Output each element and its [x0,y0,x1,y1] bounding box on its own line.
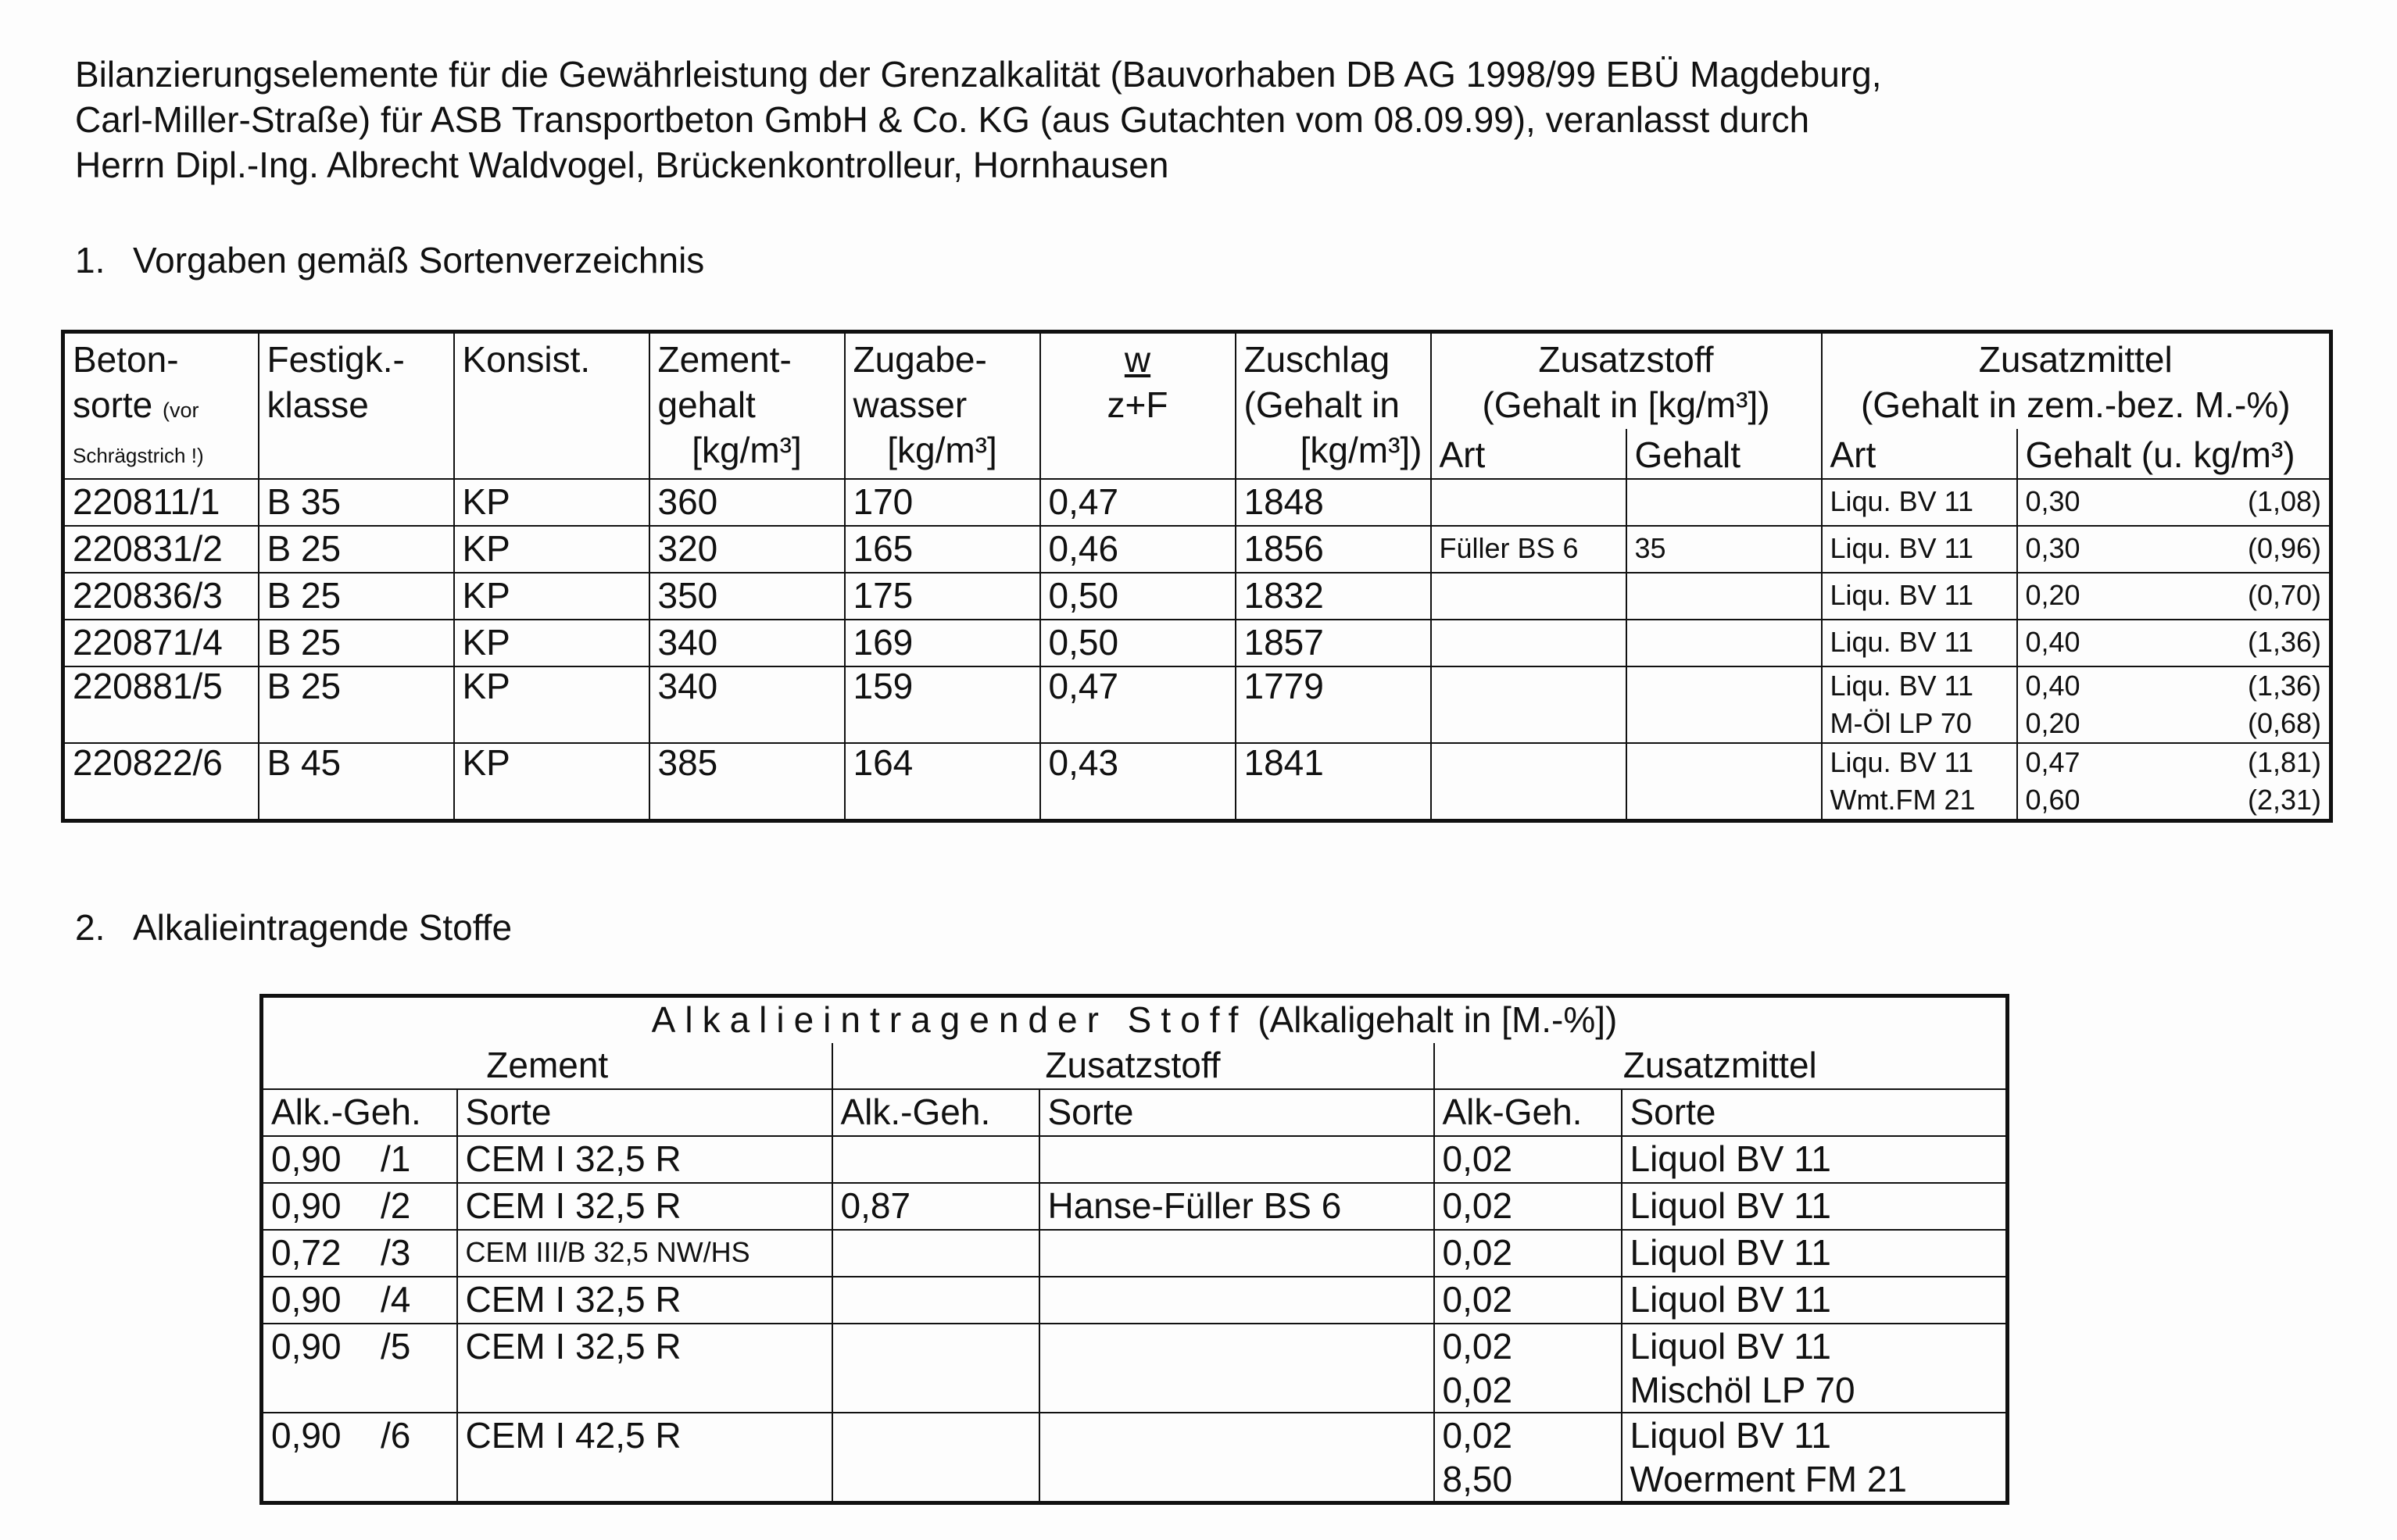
cell-wz: 0,43 [1040,743,1236,821]
alkali-table [259,994,2009,1505]
cell-zusatzmittel-art: Liqu. BV 11 Wmt.FM 21 [1822,743,2017,821]
cell-betonsorte: 220836/3 [63,573,259,620]
cell-zusatzstoff-sorte [1039,1136,1434,1183]
cell-zusatzmittel-gehalt: 0,30 (0,96) [2017,526,2331,573]
cell-zusatzstoff-alk [832,1277,1039,1324]
cell-zement-sorte: CEM I 32,5 R [457,1183,832,1230]
cell-zusatzmittel-sorte: Liquol BV 11 [1622,1277,2008,1324]
table-row [262,1230,2008,1277]
header-zugabewasser: Zugabe- wasser [kg/m³] [845,332,1040,480]
cell-zusatzstoff-sorte [1039,1324,1434,1413]
cell-zusatzmittel-art: Liqu. BV 11 [1822,573,2017,620]
cell-zusatzmittel-sorte: Liquol BV 11 [1622,1136,2008,1183]
cell-wasser: 170 [845,479,1040,526]
table-row [63,573,2331,620]
table-row [63,479,2331,526]
cell-konsistenz: KP [454,743,649,821]
cell-zusatzmittel-sorte: Liquol BV 11 [1622,1183,2008,1230]
alkali-table-group-row [262,1043,2008,1089]
cell-zusatzstoff-alk [832,1324,1039,1413]
header-wz-wert: w z+F [1040,332,1236,480]
header-zusatzmittel-art: Art [1822,429,2017,479]
cell-betonsorte: 220822/6 [63,743,259,821]
cell-wz: 0,46 [1040,526,1236,573]
cell-zuschlag: 1832 [1236,573,1431,620]
cell-zement-sorte: CEM I 32,5 R [457,1324,832,1413]
header-zuschlag: Zuschlag (Gehalt in [kg/m³]) [1236,332,1431,480]
cell-zusatzmittel-gehalt: 0,20 (0,70) [2017,573,2331,620]
header-alk-zusatzmittel: Alk-Geh. [1434,1089,1622,1136]
cell-klasse: B 45 [259,743,454,821]
cell-wz: 0,47 [1040,666,1236,743]
cell-zusatzstoff-art [1431,743,1626,821]
cell-zusatzmittel-gehalt: 0,30 (1,08) [2017,479,2331,526]
cell-zement: 340 [649,620,845,666]
cell-zusatzstoff-alk [832,1230,1039,1277]
cell-zusatzmittel-art: Liqu. BV 11 [1822,479,2017,526]
cell-alk-zement: 0,90 /1 [262,1136,457,1183]
group-zusatzstoff: Zusatzstoff [832,1043,1434,1089]
cell-zuschlag: 1857 [1236,620,1431,666]
cell-zuschlag: 1841 [1236,743,1431,821]
header-zementgehalt: Zement- gehalt [kg/m³] [649,332,845,480]
cell-zusatzmittel-alk: 0,02 0,02 [1434,1324,1622,1413]
cell-zusatzmittel-art: Liqu. BV 11 [1822,620,2017,666]
cell-zement-sorte: CEM I 32,5 R [457,1277,832,1324]
header-zusatzmittel-gehalt: Gehalt (u. kg/m³) [2017,429,2331,479]
table-row [63,666,2331,743]
cell-wz: 0,47 [1040,479,1236,526]
table-row [63,743,2331,821]
cell-alk-zement: 0,72 /3 [262,1230,457,1277]
alkali-table-title: Alkalieintragender Stoff (Alkaligehalt in [M.-%]) [262,996,2008,1044]
table-row [262,1324,2008,1413]
cell-zusatzmittel-sorte: Liquol BV 11 Mischöl LP 70 [1622,1324,2008,1413]
cell-alk-zement: 0,90 /4 [262,1277,457,1324]
section-1-number: 1. [75,240,106,280]
cell-zusatzmittel-sorte: Liquol BV 11 Woerment FM 21 [1622,1413,2008,1503]
header-festigkeitsklasse: Festigk.- klasse [259,332,454,480]
cell-zement-sorte: CEM III/B 32,5 NW/HS [457,1230,832,1277]
cell-klasse: B 25 [259,620,454,666]
cell-zusatzstoff-gehalt [1626,666,1822,743]
cell-zusatzmittel-art: Liqu. BV 11 [1822,526,2017,573]
cell-zusatzstoff-sorte [1039,1413,1434,1503]
cell-zusatzmittel-alk: 0,02 [1434,1136,1622,1183]
cell-zement-sorte: CEM I 32,5 R [457,1136,832,1183]
header-zusatzstoff-art: Art [1431,429,1626,479]
table-row [262,1277,2008,1324]
cell-zement: 350 [649,573,845,620]
cell-zement: 385 [649,743,845,821]
section-1-title: Vorgaben gemäß Sortenverzeichnis [133,240,705,280]
cell-wasser: 169 [845,620,1040,666]
cell-wasser: 159 [845,666,1040,743]
cell-zusatzmittel-gehalt: 0,40 (1,36) 0,20 (0,68) [2017,666,2331,743]
cell-zusatzstoff-art: Füller BS 6 [1431,526,1626,573]
cell-zusatzstoff-gehalt [1626,573,1822,620]
cell-zusatzmittel-gehalt: 0,47 (1,81) 0,60 (2,31) [2017,743,2331,821]
cell-wz: 0,50 [1040,620,1236,666]
sortenverzeichnis-table [61,330,2333,823]
alkali-table-title-row [262,996,2008,1044]
alkali-table-header-row [262,1089,2008,1136]
cell-zusatzstoff-alk: 0,87 [832,1183,1039,1230]
cell-alk-zement: 0,90 /5 [262,1324,457,1413]
section-2-title: Alkalieintragende Stoffe [133,907,513,948]
group-zement: Zement [262,1043,832,1089]
cell-betonsorte: 220831/2 [63,526,259,573]
intro-line-2: Carl-Miller-Straße) für ASB Transportbeton GmbH & Co. KG (aus Gutachten vom 08.09.99), veranlasst durch [75,99,1810,140]
cell-klasse: B 35 [259,479,454,526]
cell-zuschlag: 1856 [1236,526,1431,573]
cell-zement: 340 [649,666,845,743]
cell-zusatzstoff-gehalt [1626,743,1822,821]
intro-line-1: Bilanzierungselemente für die Gewährleistung der Grenzalkalität (Bauvorhaben DB AG 1998/99 EBÜ Magdeburg, [75,54,1882,95]
cell-zuschlag: 1848 [1236,479,1431,526]
cell-konsistenz: KP [454,479,649,526]
table-row [63,526,2331,573]
header-sorte-zusatzmittel: Sorte [1622,1089,2008,1136]
cell-zusatzstoff-art [1431,666,1626,743]
cell-zusatzmittel-alk: 0,02 [1434,1277,1622,1324]
table-row [262,1413,2008,1503]
header-alk-zusatzstoff: Alk.-Geh. [832,1089,1039,1136]
cell-wasser: 175 [845,573,1040,620]
cell-klasse: B 25 [259,573,454,620]
cell-konsistenz: KP [454,620,649,666]
cell-zusatzstoff-sorte: Hanse-Füller BS 6 [1039,1183,1434,1230]
cell-zusatzmittel-alk: 0,02 [1434,1183,1622,1230]
cell-zement-sorte: CEM I 42,5 R [457,1413,832,1503]
header-zusatzstoff-gehalt: Gehalt [1626,429,1822,479]
cell-zusatzstoff-sorte [1039,1277,1434,1324]
cell-zusatzmittel-gehalt: 0,40 (1,36) [2017,620,2331,666]
cell-zement: 320 [649,526,845,573]
cell-wasser: 164 [845,743,1040,821]
group-zusatzmittel: Zusatzmittel [1434,1043,2008,1089]
cell-zusatzmittel-sorte: Liquol BV 11 [1622,1230,2008,1277]
header-zusatzmittel: Zusatzmittel (Gehalt in zem.-bez. M.-%) [1822,332,2331,429]
cell-zusatzmittel-alk: 0,02 8,50 [1434,1413,1622,1503]
cell-betonsorte: 220871/4 [63,620,259,666]
table-row [262,1183,2008,1230]
cell-zusatzstoff-alk [832,1136,1039,1183]
table-row [63,620,2331,666]
header-konsistenz: Konsist. [454,332,649,480]
header-betonsorte: Beton- sorte (vor Schrägstrich !) [63,332,259,480]
cell-zement: 360 [649,479,845,526]
cell-wasser: 165 [845,526,1040,573]
section-2-number: 2. [75,907,106,948]
cell-zusatzstoff-alk [832,1413,1039,1503]
intro-paragraph [75,52,2342,188]
cell-betonsorte: 220881/5 [63,666,259,743]
cell-klasse: B 25 [259,526,454,573]
cell-zusatzstoff-art [1431,620,1626,666]
header-alk-zement: Alk.-Geh. [262,1089,457,1136]
cell-betonsorte: 220811/1 [63,479,259,526]
intro-line-3: Herrn Dipl.-Ing. Albrecht Waldvogel, Brückenkontrolleur, Hornhausen [75,145,1169,185]
section-2-heading [75,906,512,949]
cell-zusatzmittel-alk: 0,02 [1434,1230,1622,1277]
cell-alk-zement: 0,90 /2 [262,1183,457,1230]
cell-zusatzstoff-art [1431,573,1626,620]
header-zusatzstoff: Zusatzstoff (Gehalt in [kg/m³]) [1431,332,1822,429]
cell-zuschlag: 1779 [1236,666,1431,743]
cell-zusatzstoff-art [1431,479,1626,526]
cell-zusatzstoff-gehalt [1626,479,1822,526]
cell-zusatzstoff-gehalt: 35 [1626,526,1822,573]
cell-zusatzstoff-gehalt [1626,620,1822,666]
header-sorte-zusatzstoff: Sorte [1039,1089,1434,1136]
table1-header-row [63,332,2331,429]
cell-klasse: B 25 [259,666,454,743]
cell-zusatzstoff-sorte [1039,1230,1434,1277]
cell-alk-zement: 0,90 /6 [262,1413,457,1503]
cell-konsistenz: KP [454,573,649,620]
cell-wz: 0,50 [1040,573,1236,620]
cell-konsistenz: KP [454,666,649,743]
table-row [262,1136,2008,1183]
header-sorte-zement: Sorte [457,1089,832,1136]
cell-zusatzmittel-art: Liqu. BV 11 M-Öl LP 70 [1822,666,2017,743]
cell-konsistenz: KP [454,526,649,573]
section-1-heading [75,239,704,281]
